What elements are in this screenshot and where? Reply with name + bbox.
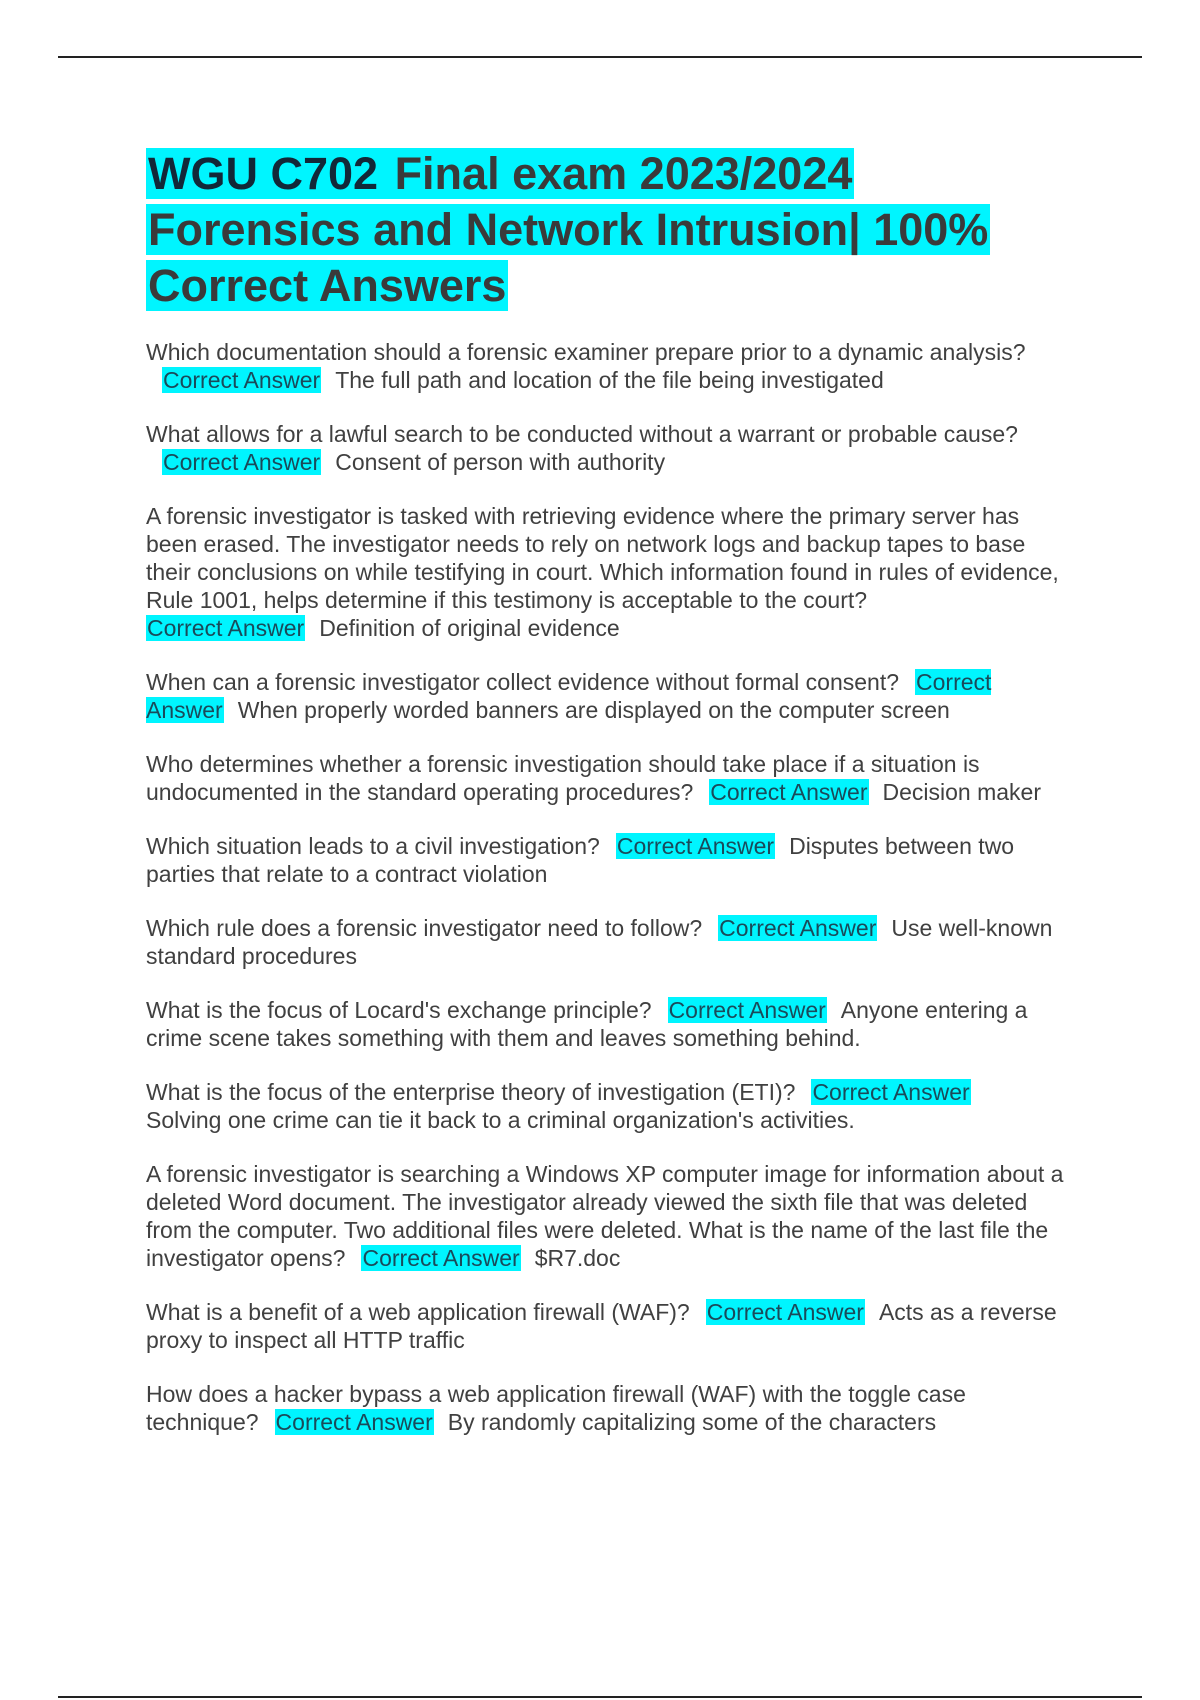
question-text: When can a forensic investigator collect evidence without formal consent? <box>146 669 900 695</box>
question-text: A forensic investigator is tasked with retrieving evidence where the primary server has been erased. The investigator needs to rely on network logs and backup tapes to base their conclusions on while testifying in court. Which information found in rules of evidence, Rule 1001, helps determine if this testimony is acceptable to the court? <box>146 503 1059 613</box>
document-title-rest: Final exam 2023/2024 Forensics and Network Intrusion| 100% Correct Answers <box>148 148 989 311</box>
question-text: Which rule does a forensic investigator need to follow? <box>146 915 703 941</box>
correct-answer-tag: Correct Answer <box>668 997 826 1023</box>
correct-answer-tag: Correct Answer <box>146 669 992 723</box>
question-text: A forensic investigator is searching a Windows XP computer image for information about a deleted Word document. The investigator already viewed the sixth file that was deleted from the computer. Two additional files were deleted. What is the name of the last file the investigator opens? <box>146 1161 1064 1271</box>
answer-text: Definition of original evidence <box>319 615 620 641</box>
correct-answer-tag: Correct Answer <box>163 367 321 393</box>
correct-answer-tag: Correct Answer <box>147 615 305 641</box>
qa-item <box>146 502 1064 642</box>
qa-item <box>146 1298 1064 1354</box>
qa-item <box>146 832 1064 888</box>
answer-text: The full path and location of the file being investigated <box>335 367 884 393</box>
correct-answer-tag: Correct Answer <box>275 1409 433 1435</box>
question-text: What is a benefit of a web application firewall (WAF)? <box>146 1299 690 1325</box>
qa-item <box>146 1380 1064 1436</box>
correct-answer-tag: Correct Answer <box>616 833 775 859</box>
qa-item <box>146 668 1064 724</box>
qa-item <box>146 996 1064 1052</box>
qa-item <box>146 420 1064 476</box>
qa-item <box>146 1078 1064 1134</box>
qa-item <box>146 338 1064 394</box>
question-text: How does a hacker bypass a web application firewall (WAF) with the toggle case technique? <box>146 1381 966 1435</box>
question-text: What allows for a lawful search to be conducted without a warrant or probable cause? <box>146 421 1018 447</box>
answer-text: Anyone entering a crime scene takes something with them and leaves something behind. <box>146 997 1028 1051</box>
question-text: What is the focus of Locard's exchange principle? <box>146 997 652 1023</box>
qa-item <box>146 914 1064 970</box>
question-text: What is the focus of the enterprise theory of investigation (ETI)? <box>146 1079 796 1105</box>
correct-answer-tag: Correct Answer <box>812 1079 970 1105</box>
answer-text: Use well-known standard procedures <box>146 915 1053 969</box>
answer-text: $R7.doc <box>534 1245 621 1271</box>
question-text: Which situation leads to a civil investigation? <box>146 833 600 859</box>
qa-item <box>146 750 1064 806</box>
correct-answer-tag: Correct Answer <box>163 449 321 475</box>
answer-text: Solving one crime can tie it back to a criminal organization's activities. <box>146 1107 855 1133</box>
answer-text: Acts as a reverse proxy to inspect all HTTP traffic <box>146 1299 1057 1353</box>
answer-text: Consent of person with authority <box>335 449 666 475</box>
correct-answer-tag: Correct Answer <box>719 915 877 941</box>
answer-text: Disputes between two parties that relate to a contract violation <box>146 833 1015 887</box>
document-body <box>146 146 1064 1462</box>
question-text: Who determines whether a forensic investigation should take place if a situation is undocumented in the standard operating procedures? <box>146 751 980 805</box>
question-text: Which documentation should a forensic examiner prepare prior to a dynamic analysis? <box>146 339 1026 365</box>
correct-answer-tag: Correct Answer <box>706 1299 864 1325</box>
correct-answer-tag: Correct Answer <box>362 1245 520 1271</box>
footer-rule <box>58 1696 1142 1698</box>
qa-item <box>146 1160 1064 1272</box>
correct-answer-tag: Correct Answer <box>710 779 868 805</box>
document-title <box>146 146 1064 314</box>
answer-text: By randomly capitalizing some of the characters <box>447 1409 937 1435</box>
answer-text: When properly worded banners are displayed on the computer screen <box>237 697 950 723</box>
document-title-code: WGU C702 <box>148 148 379 199</box>
answer-text: Decision maker <box>882 779 1041 805</box>
header-rule <box>58 56 1142 58</box>
